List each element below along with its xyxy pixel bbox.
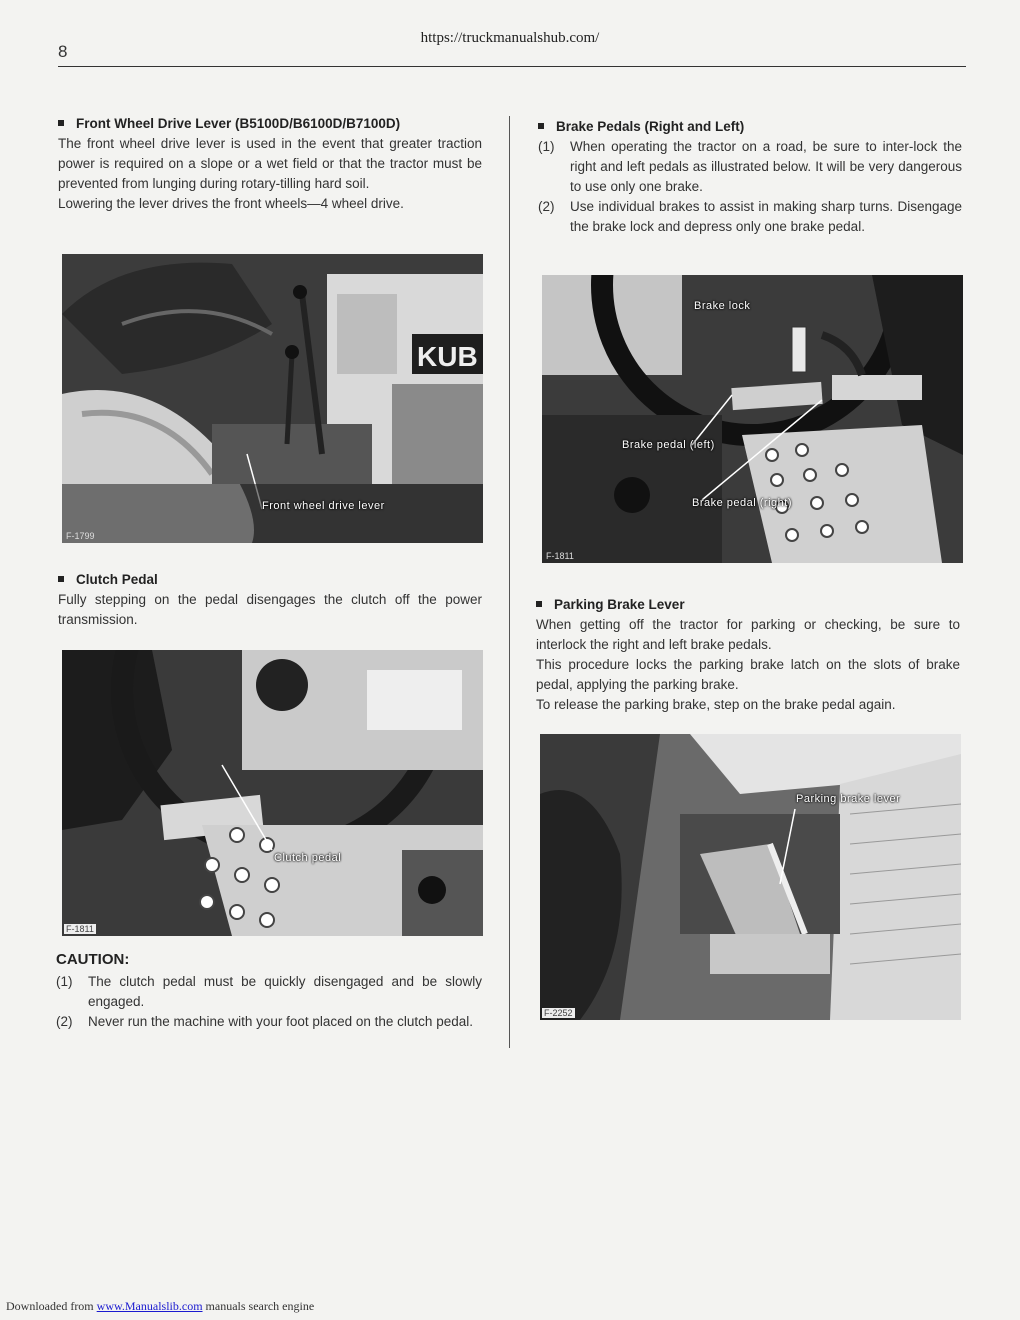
front-wheel-heading: Front Wheel Drive Lever (B5100D/B6100D/B7100D) — [58, 114, 482, 134]
clutch-body: Fully stepping on the pedal disengages the clutch off the power transmission. — [58, 592, 482, 627]
parking-section — [536, 595, 960, 715]
front-wheel-drive-photo — [62, 254, 483, 543]
parking-body-3: To release the parking brake, step on the brake pedal again. — [536, 697, 896, 712]
footer-suffix: manuals search engine — [202, 1299, 315, 1313]
figure-id: F-2252 — [544, 1008, 573, 1018]
parking-heading: Parking Brake Lever — [536, 595, 960, 615]
column-divider — [509, 116, 510, 1048]
bullet-square-icon — [58, 576, 64, 582]
front-wheel-body: The front wheel drive lever is used in the event that greater traction power is required on a slope or a wet field or that the tractor must be prevented from lunging during rotary-tilling hard soil. — [58, 136, 482, 191]
parking-body: When getting off the tractor for parking or checking, be sure to interlock the right and left brake pedals. — [536, 617, 960, 652]
caution-item: (1) The clutch pedal must be quickly disengaged and be slowly engaged. — [56, 974, 482, 1009]
page-number: 8 — [58, 42, 68, 61]
parking-brake-photo — [540, 734, 961, 1020]
source-url[interactable]: https://truckmanualshub.com/ — [420, 30, 600, 46]
front-wheel-section — [58, 114, 482, 214]
brake-pedals-photo — [542, 275, 963, 563]
brake-pedal-left-callout: Brake pedal (left) — [622, 439, 715, 451]
caution-section — [56, 950, 482, 1032]
brake-lock-callout: Brake lock — [694, 300, 751, 312]
clutch-pedal-photo — [62, 650, 483, 936]
footer — [6, 1299, 314, 1314]
bullet-square-icon — [536, 601, 542, 607]
caution-title: CAUTION: — [56, 951, 130, 968]
caution-item: (2) Never run the machine with your foot placed on the clutch pedal. — [56, 1014, 473, 1029]
brake-pedal-right-callout: Brake pedal (right) — [692, 497, 792, 509]
clutch-heading: Clutch Pedal — [58, 570, 482, 590]
clutch-section — [58, 570, 482, 630]
brake-item: (1) When operating the tractor on a road, be sure to inter-lock the right and left pedals as illustrated below. It will be very dangerous to use only one brake. — [538, 139, 962, 194]
front-wheel-body-2: Lowering the lever drives the front wheels—4 wheel drive. — [58, 196, 404, 211]
parking-brake-lever-callout: Parking brake lever — [796, 793, 901, 805]
figure-id: F-1799 — [66, 531, 95, 541]
brake-section — [538, 117, 962, 237]
figure-id: F-1811 — [66, 924, 94, 934]
front-wheel-drive-lever-callout: Front wheel drive lever — [262, 500, 385, 512]
clutch-pedal-callout: Clutch pedal — [274, 852, 342, 864]
brake-item: (2) Use individual brakes to assist in making sharp turns. Disengage the brake lock and depress only one brake pedal. — [538, 199, 962, 234]
bullet-square-icon — [58, 120, 64, 126]
bullet-square-icon — [538, 123, 544, 129]
header-rule — [58, 66, 966, 67]
svg-text:KUB: KUB — [417, 341, 478, 372]
manualslib-link[interactable]: www.Manualslib.com — [96, 1299, 203, 1313]
parking-body-2: This procedure locks the parking brake latch on the slots of brake pedal, applying the parking brake. — [536, 657, 960, 692]
figure-id: F-1811 — [546, 551, 574, 561]
footer-prefix: Downloaded from — [6, 1299, 97, 1313]
brake-heading: Brake Pedals (Right and Left) — [538, 117, 962, 137]
